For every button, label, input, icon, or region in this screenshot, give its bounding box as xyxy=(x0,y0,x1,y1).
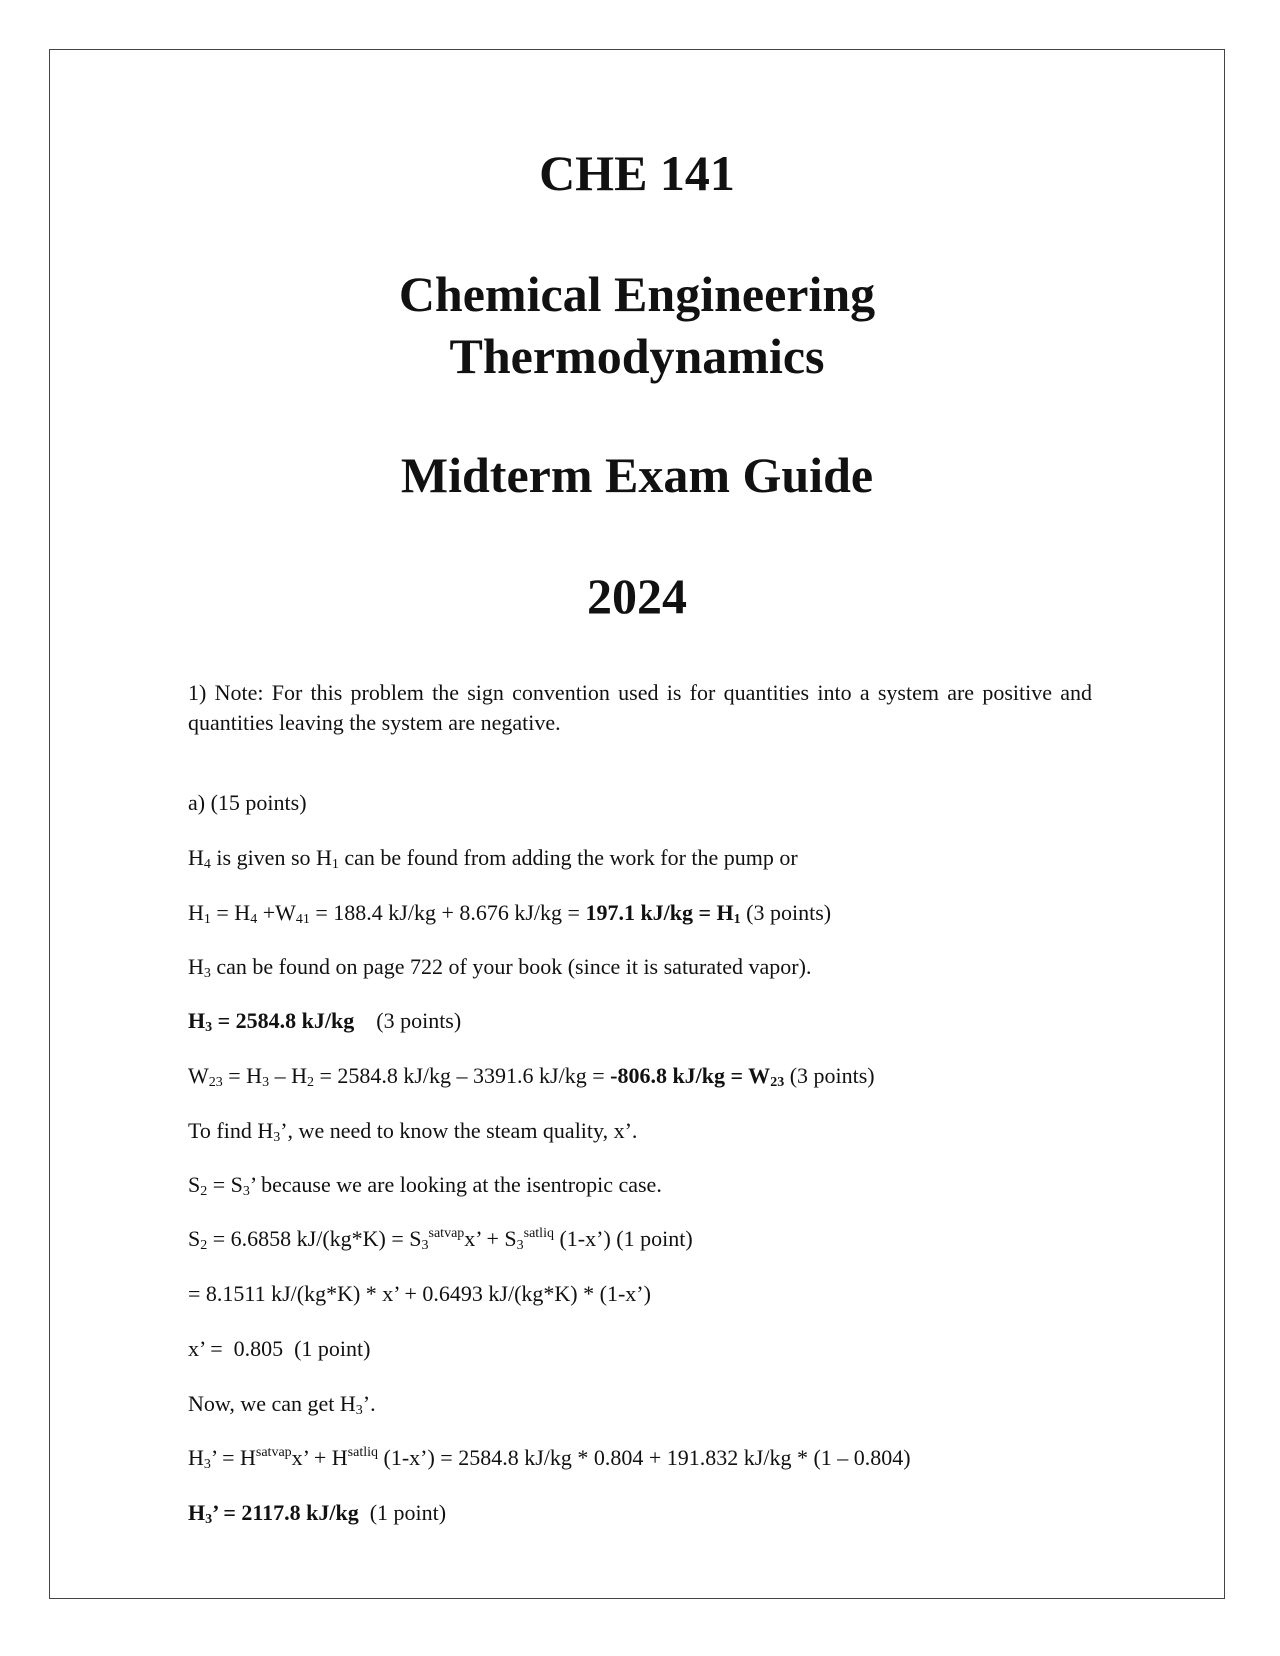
line-h1-equation: $H_1 = H_4 +W_{41} = 188.4$ kJ/kg + 8.676 kJ/kg = 197.1 $kJ/kg = H_1$ (3 points) xyxy=(188,900,832,927)
part-a-heading: a) (15 points) xyxy=(188,790,307,815)
line-h3-result: $H_3 = 2584.8$ kJ/kg (3 points) xyxy=(188,1008,462,1035)
line-h3prime-equation: $H_3$’ = $H^{satvap}x$’ + $H^{satliq}$ (1-x’) = 2584.8 kJ/kg * 0.804 + 191.832 kJ/kg * (1 – 0.804) xyxy=(188,1445,911,1472)
line-s2-equation: $S_2 = 6.6858$ $kJ/(kg*K) = S_3^{satvap}x$’ + $S_3^{satliq}$ (1-x’) (1 point) xyxy=(188,1226,693,1253)
line-quality-result: x’ = 0.805 (1 point) xyxy=(188,1336,371,1361)
line-h3-source: $H_3$ can be found on page 722 of your book (since it is saturated vapor). xyxy=(188,954,812,981)
line-w23-equation: $W_{23} = H_3 - H_2 = 2584.8$ kJ/kg – 3391.6 kJ/kg = -806.8 $kJ/kg = W_{23}$ (3 points) xyxy=(188,1063,875,1090)
line-find-h3prime: To find $H_3$’, we need to know the steam quality, x’. xyxy=(188,1118,638,1145)
line-s2-values: = 8.1511 kJ/(kg*K) * x’ + 0.6493 kJ/(kg*K) * (1-x’) xyxy=(188,1281,651,1306)
h1-result: 197.1 $kJ/kg = H_1$ xyxy=(585,900,741,927)
subject-title-line2: Thermodynamics xyxy=(449,328,825,384)
sign-convention-note: 1) Note: For this problem the sign convention used is for quantities into a system are positive and quantities leaving the system are negative. xyxy=(188,680,1092,735)
course-title: CHE 141 xyxy=(539,145,735,201)
line-h4-given: $H_4$ is given so $H_1$ can be found from adding the work for the pump or xyxy=(188,845,798,872)
line-now-h3prime: Now, we can get $H_3$’. xyxy=(188,1391,376,1418)
line-isentropic: $S_2 = S_3$’ because we are looking at the isentropic case. xyxy=(188,1172,662,1199)
line-h3prime-result: $H_3$’ = 2117.8 kJ/kg (1 point) xyxy=(188,1500,447,1527)
w23-result: -806.8 $kJ/kg = W_{23}$ xyxy=(610,1063,785,1090)
year-title: 2024 xyxy=(587,568,687,624)
subject-title-line1: Chemical Engineering xyxy=(398,266,876,322)
page-frame xyxy=(49,49,1225,1599)
exam-title: Midterm Exam Guide xyxy=(400,447,874,503)
